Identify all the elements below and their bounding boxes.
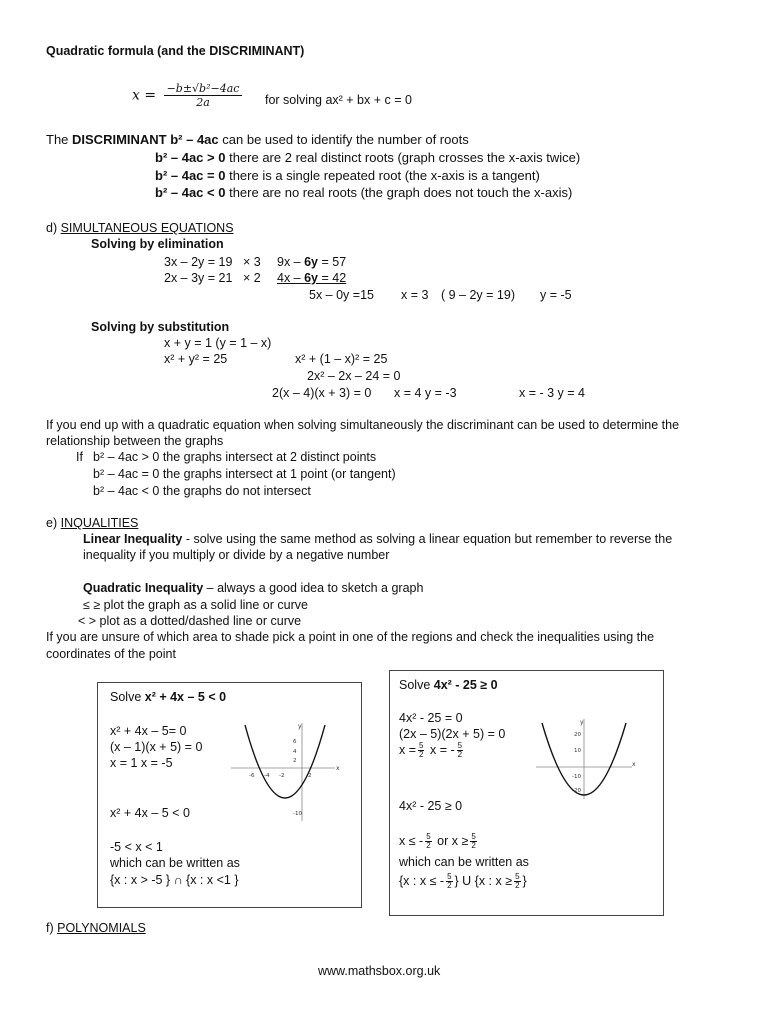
linear-inequality-line2: inequality if you multiply or divide by a negative number [83,548,390,562]
footer-website: www.mathsbox.org.uk [318,964,441,978]
box1-line7: {x : x > -5 } ∩ {x : x <1 } [110,873,239,887]
y-tick-label: -20 [572,788,581,794]
y-tick-label: 6 [293,739,297,745]
box2-line5 [399,833,479,850]
section-e-heading [46,516,138,530]
box1-line4: x² + 4x – 5 < 0 [110,806,190,820]
graph-case-3: b² – 4ac < 0 the graphs do not intersect [93,484,311,498]
unsure-line2: coordinates of the point [46,647,176,661]
box2-title [399,678,498,692]
x-axis-label: x [632,761,636,768]
graph-case-2: b² – 4ac = 0 the graphs intersect at 1 point (or tangent) [93,467,396,481]
frac-den: 2 [426,841,431,850]
elim-row1-a: 9x – [277,255,305,269]
solid-line-rule: ≤ ≥ plot the graph as a solid line or curve [83,598,308,612]
formula-lhs: x = [132,87,157,104]
discriminant-case-1 [155,150,580,165]
sub-eq1: x + y = 1 (y = 1 – x) [164,336,272,350]
box2-line4: 4x² - 25 ≥ 0 [399,799,463,813]
formula-numerator: −b±√b²−4ac [164,82,243,96]
y-tick-label: -10 [572,774,581,780]
box2-line7 [399,873,527,890]
frac-den: 2 [419,750,424,759]
section-title: SIMULTANEOUS EQUATIONS [60,221,234,235]
box2-line1: 4x² - 25 = 0 [399,711,463,725]
frac-num: 5 [447,872,452,881]
fraction [418,742,424,759]
elim-row2 [277,271,346,285]
frac-den: 2 [515,881,520,890]
discriminant-intro-post: can be used to identify the number of roots [218,132,469,147]
box2-line2: (2x – 5)(2x + 5) = 0 [399,727,506,741]
section-prefix: f) [46,921,58,935]
discriminant-intro-bold: DISCRIMINANT b² – 4ac [72,132,219,147]
sub-solution2: x = - 3 y = 4 [519,386,586,400]
quadratic-formula [132,82,242,109]
elim-eq2: 2x – 3y = 21 [164,271,233,285]
unsure-line1: If you are unsure of which area to shade pick a point in one of the regions and check the inequalities using the [46,630,655,644]
box2-x-eq: x = [399,742,417,757]
elim-row2-c: = 42 [318,271,347,285]
box2-solve-bold: 4x² - 25 ≥ 0 [433,678,498,692]
x-tick-label: 2 [308,773,312,779]
y-tick-label: 20 [574,732,581,738]
elim-mult2: × 2 [243,271,261,285]
quadratic-note-line2: relationship between the graphs [46,434,224,448]
box2-set-a: {x : x ≤ - [399,873,445,888]
discriminant-case-3 [155,185,572,200]
elim-row1-b: 6y [304,255,319,269]
x-tick-label: -2 [279,773,285,779]
y-tick-label: -10 [293,811,302,817]
discriminant-intro-pre: The [46,132,73,147]
frac-num: 5 [471,832,476,841]
fraction [446,873,452,890]
section-title: POLYNOMIALS [57,921,146,935]
elim-row2-b: 6y [304,271,319,285]
box1-parabola-graph [231,721,341,823]
fraction [470,833,476,850]
case-condition: b² – 4ac > 0 [155,150,226,165]
section-d-heading [46,221,234,235]
discriminant-intro [46,132,469,147]
formula-note: for solving ax² + bx + c = 0 [265,93,412,107]
box2-line3 [399,742,465,759]
quadratic-note-line1: If you end up with a quadratic equation when solving simultaneously the discriminant can be used to determine the [46,418,680,432]
x-tick-label: -6 [249,773,255,779]
box1-line3: x = 1 x = -5 [110,756,173,770]
box2-set-b: } U {x : x ≥ [454,873,513,888]
sub-solution1: x = 4 y = -3 [394,386,457,400]
frac-den: 2 [447,881,452,890]
box1-line5: -5 < x < 1 [110,840,163,854]
section-prefix: d) [46,221,61,235]
box2-x-le: x ≤ - [399,833,424,848]
elim-eq1: 3x – 2y = 19 [164,255,233,269]
box2-x-eq-neg: x = - [429,742,455,757]
elim-x: x = 3 [401,288,429,302]
section-title: INQUALITIES [60,516,139,530]
parabola-curve [245,725,325,798]
case-text: there are no real roots (the graph does not touch the x-axis) [225,185,573,200]
quadratic-inequality-line [83,581,423,595]
case-text: there is a single repeated root (the x-axis is a tangent) [225,168,540,183]
case-condition: b² – 4ac < 0 [155,185,226,200]
sub-eq2: x² + y² = 25 [164,352,228,366]
linear-inequality-line1 [83,532,672,546]
fraction [457,742,463,759]
box2-or-x-ge: or x ≥ [437,833,469,848]
elim-mult1: × 3 [243,255,261,269]
elim-row1-c: = 57 [318,255,347,269]
box1-line6: which can be written as [110,856,240,870]
frac-num: 5 [515,872,520,881]
box1-line2: (x – 1)(x + 5) = 0 [110,740,203,754]
linear-text: - solve using the same method as solving a linear equation but remember to reverse the [182,532,673,546]
y-tick-label: 4 [293,749,297,755]
quadratic-text: – always a good idea to sketch a graph [203,581,424,595]
fraction [514,873,520,890]
graph-case-1: b² – 4ac > 0 the graphs intersect at 2 distinct points [93,450,377,464]
sub-step3: 2(x – 4)(x + 3) = 0 [272,386,372,400]
page-title: Quadratic formula (and the DISCRIMINANT) [46,44,305,58]
discriminant-case-2 [155,168,540,183]
quadratic-label: Quadratic Inequality [83,581,204,595]
elim-result: 5x – 0y =15 [309,288,374,302]
frac-num: 5 [419,741,424,750]
box2-set-c: } [522,873,527,888]
frac-num: 5 [426,832,431,841]
frac-den: 2 [457,750,463,759]
x-tick-label: -4 [264,773,270,779]
case-condition: b² – 4ac = 0 [155,168,226,183]
y-axis-label: y [298,723,302,730]
substitution-heading: Solving by substitution [91,320,230,334]
linear-label: Linear Inequality [83,532,183,546]
section-f-heading [46,921,146,935]
elim-y: y = -5 [540,288,572,302]
dotted-line-rule: < > plot as a dotted/dashed line or curve [78,614,302,628]
example-box-1 [97,682,362,908]
case-text: there are 2 real distinct roots (graph crosses the x-axis twice) [225,150,581,165]
elim-sub: ( 9 – 2y = 19) [441,288,515,302]
section-prefix: e) [46,516,61,530]
box1-solve-pre: Solve [110,690,145,704]
elim-row1 [277,255,346,269]
y-tick-label: 2 [293,758,297,764]
box2-line6: which can be written as [399,855,529,869]
frac-den: 2 [471,841,476,850]
elim-row2-a: 4x – [277,271,305,285]
box2-parabola-graph [536,717,636,801]
elimination-heading: Solving by elimination [91,237,224,251]
x-axis-label: x [336,765,340,772]
box1-line1: x² + 4x – 5= 0 [110,724,187,738]
box1-solve-bold: x² + 4x – 5 < 0 [144,690,227,704]
box2-solve-pre: Solve [399,678,434,692]
y-tick-label: 10 [574,748,581,754]
formula-denominator: 2a [196,96,210,109]
sub-step2: 2x² – 2x – 24 = 0 [307,369,401,383]
fraction [425,833,431,850]
y-axis-label: y [580,719,584,726]
sub-step1: x² + (1 – x)² = 25 [295,352,388,366]
example-box-2 [389,670,664,916]
if-label: If [76,450,83,464]
box1-title [110,690,226,704]
frac-num: 5 [457,741,463,750]
